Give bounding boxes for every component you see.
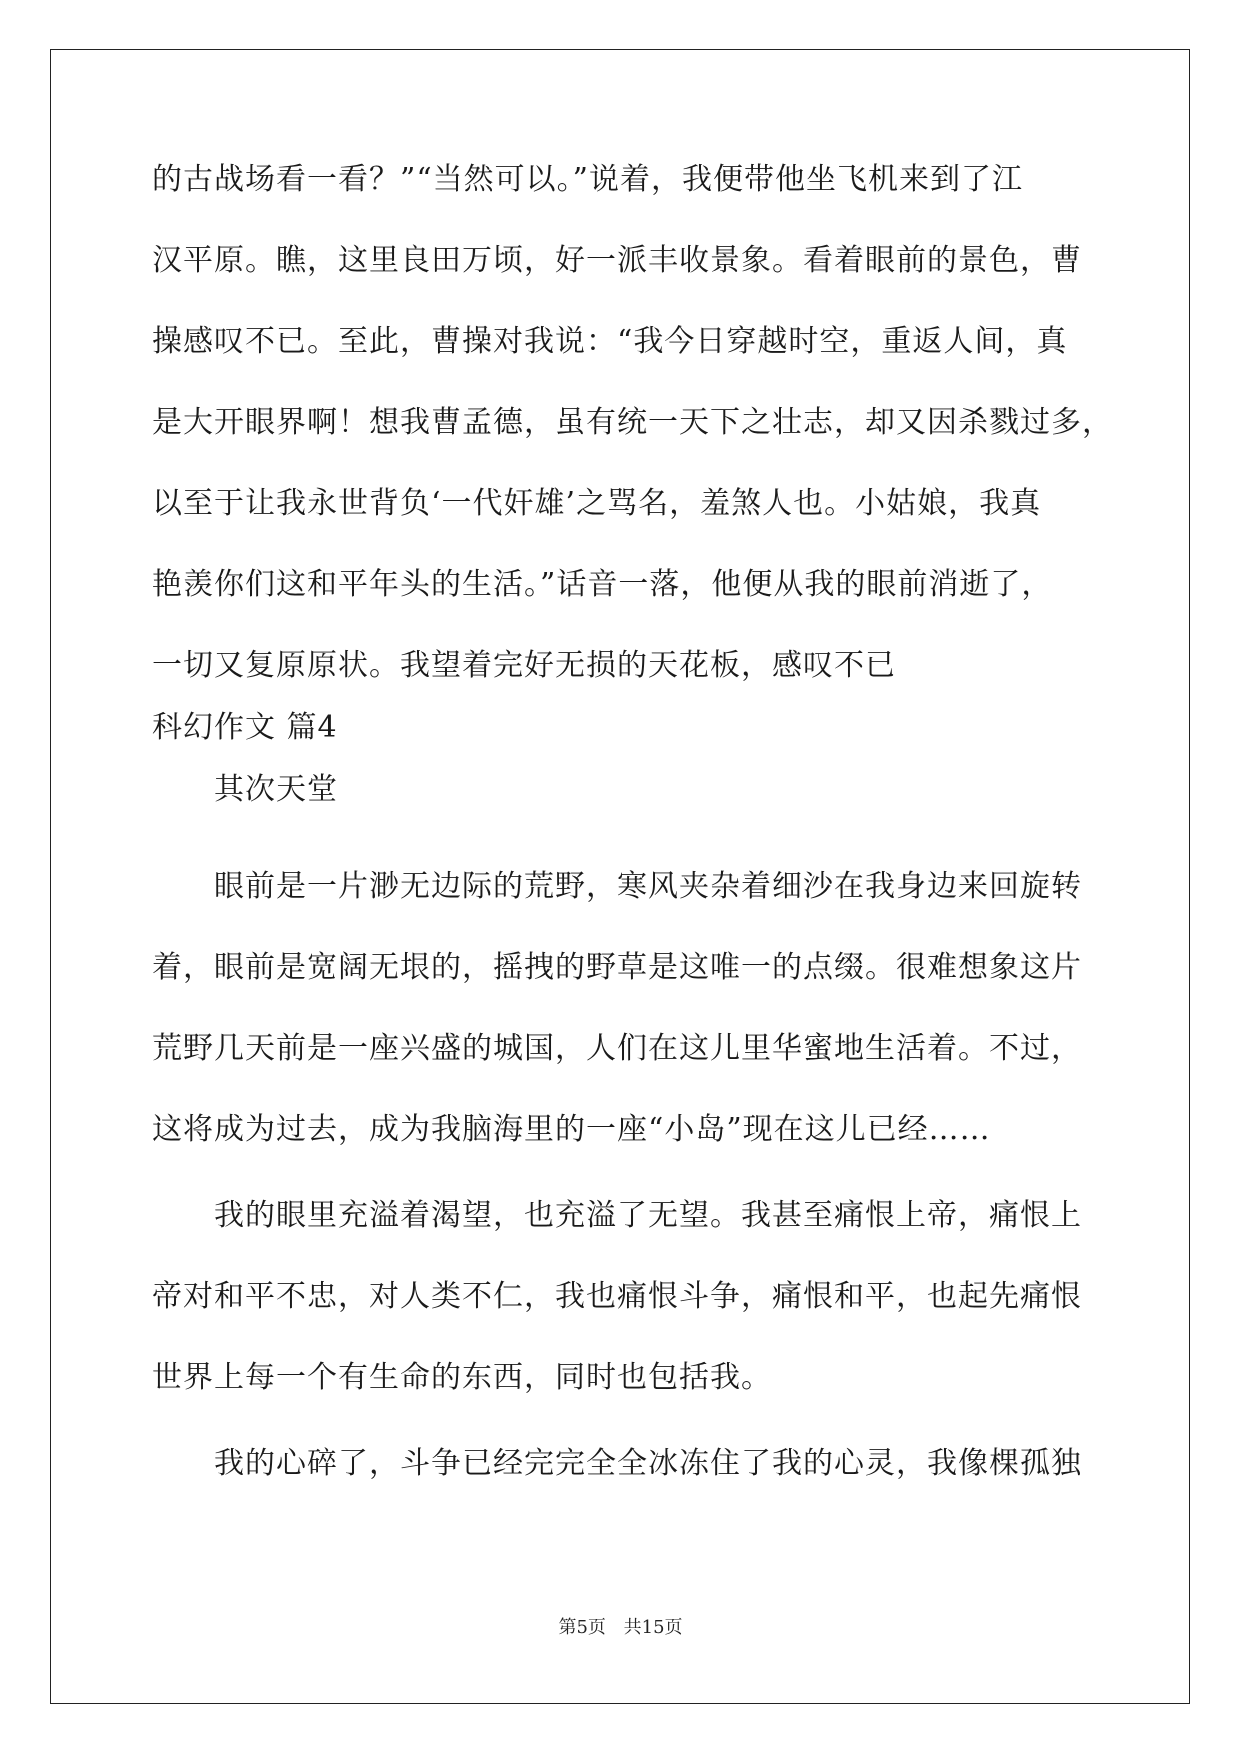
section-heading: 科幻作文 篇4 [152,710,338,745]
page-footer [0,1613,1241,1639]
text-line: 以至于让我永世背负‘一代奸雄’之骂名，羞煞人也。小姑娘，我真 [152,486,1042,521]
document-body [152,160,1112,1525]
paragraph-line: 帝对和平不忠，对人类不仁，我也痛恨斗争，痛恨和平，也起先痛恨 [152,1279,1082,1314]
paragraph-line: 这将成为过去，成为我脑海里的一座“小岛”现在这儿已经…… [152,1112,991,1147]
page-number: 第5页 [558,1617,606,1638]
paragraph-line: 着，眼前是宽阔无垠的，摇拽的野草是这唯一的点缀。很难想象这片 [152,950,1082,985]
paragraph-line: 我的心碎了，斗争已经完完全全冰冻住了我的心灵，我像棵孤独 [214,1446,1082,1481]
text-line: 操感叹不已。至此，曹操对我说：“我今日穿越时空，重返人间，真 [152,324,1068,359]
text-line: 的古战场看一看？”“当然可以。”说着，我便带他坐飞机来到了江 [152,162,1024,197]
text-line: 艳羡你们这和平年头的生活。”话音一落，他便从我的眼前消逝了， [152,567,1053,602]
paragraph-line: 眼前是一片渺无边际的荒野，寒风夹杂着细沙在我身边来回旋转 [214,869,1082,904]
section-subtitle: 其次天堂 [214,772,338,807]
paragraph-line: 世界上每一个有生命的东西，同时也包括我。 [152,1360,772,1395]
text-line: 汉平原。瞧，这里良田万顷，好一派丰收景象。看着眼前的景色，曹 [152,243,1082,278]
page-total: 共15页 [623,1617,683,1638]
text-line: 一切又复原原状。我望着完好无损的天花板，感叹不已 [152,648,896,683]
text-line: 是大开眼界啊！想我曹孟德，虽有统一天下之壮志，却又因杀戮过多， [152,405,1113,440]
paragraph-line: 我的眼里充溢着渴望，也充溢了无望。我甚至痛恨上帝，痛恨上 [214,1198,1082,1233]
paragraph-line: 荒野几天前是一座兴盛的城国，人们在这儿里华蜜地生活着。不过， [152,1031,1082,1066]
